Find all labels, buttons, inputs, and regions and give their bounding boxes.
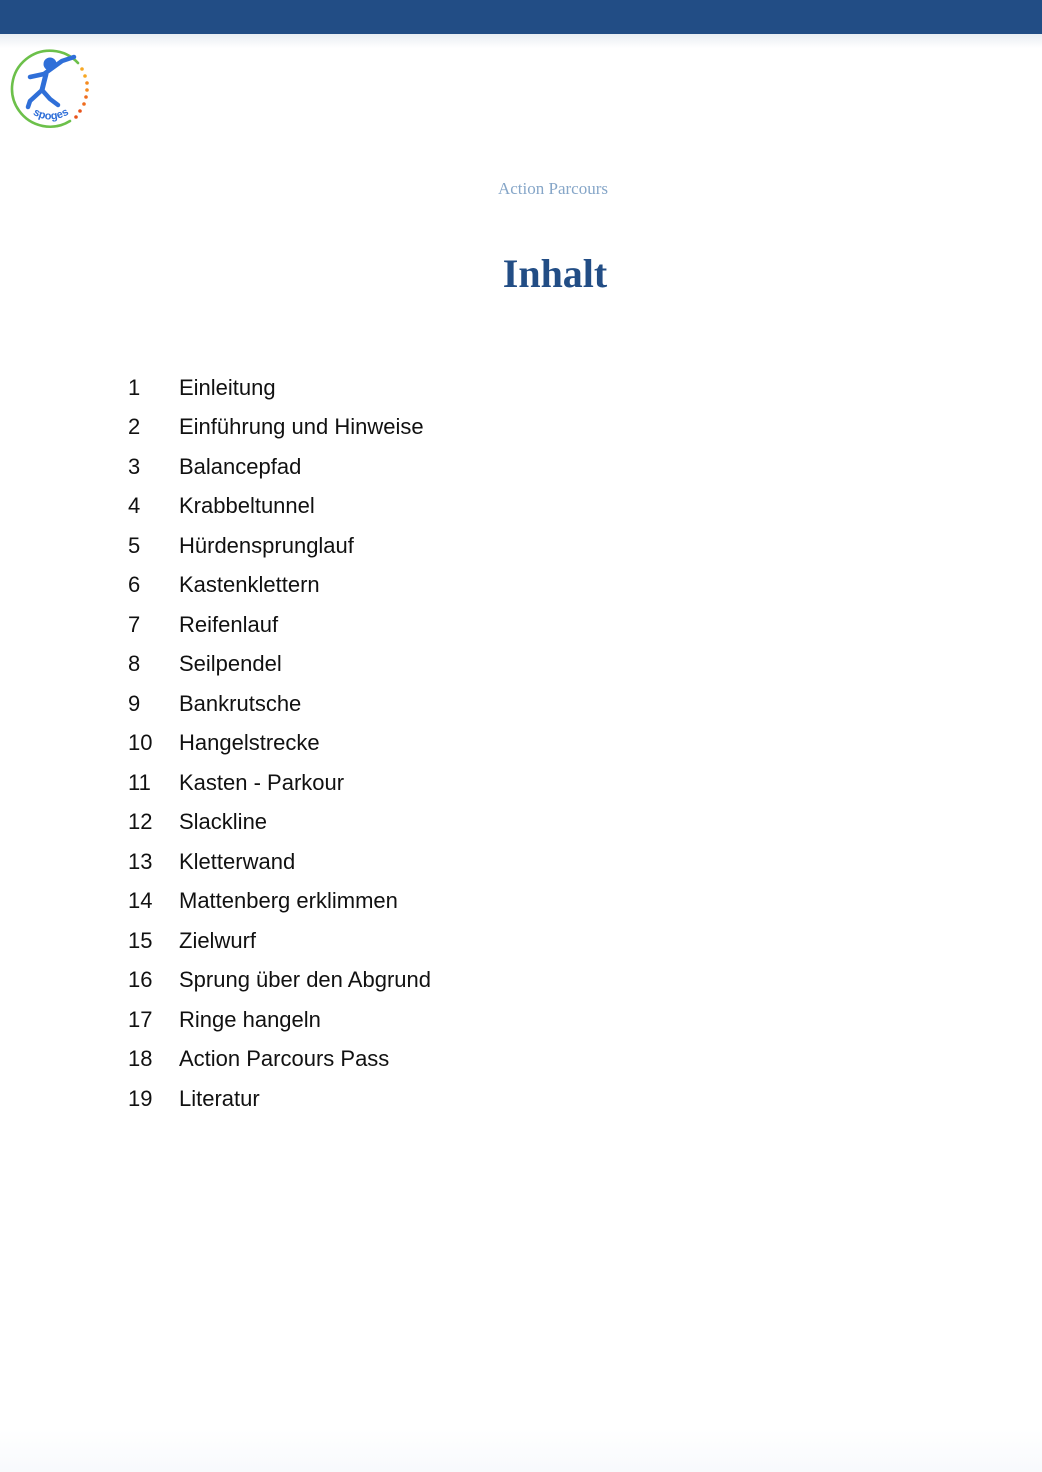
toc-entry-title: Reifenlauf [179,611,279,637]
toc-entry-title: Action Parcours Pass [179,1046,390,1072]
page-title: Inhalt [502,251,608,296]
top-bar [0,0,1042,34]
toc-entry-number: 16 [128,967,153,993]
toc-entry[interactable] [128,487,728,527]
toc-entry[interactable] [128,447,728,487]
toc-entry-number: 13 [128,848,153,874]
toc-entry-title: Einleitung [179,374,276,400]
toc-entry[interactable] [128,921,728,961]
toc-entry-title: Literatur [179,1085,260,1111]
toc-entry[interactable] [128,1040,728,1080]
toc-entry[interactable] [128,803,728,843]
toc-entry-number: 4 [128,493,141,519]
toc-entry-title: Kastenklettern [179,572,320,598]
toc-entry-number: 6 [128,572,141,598]
toc-entry[interactable] [128,1000,728,1040]
header-label: Action Parcours [497,179,608,198]
toc-entry-number: 8 [128,651,141,677]
logo-text: spoges [31,106,71,123]
toc-entry-number: 14 [128,888,153,914]
toc-entry-title: Ringe hangeln [179,1006,321,1032]
toc-entry-number: 18 [128,1046,153,1072]
toc-entry[interactable] [128,1079,728,1119]
toc-entry-title: Krabbeltunnel [179,493,315,519]
toc-entry-number: 7 [128,611,141,637]
toc-entry-number: 9 [128,690,141,716]
toc-entry[interactable] [128,842,728,882]
toc-entry-number: 3 [128,453,141,479]
toc-entry[interactable] [128,882,728,922]
toc-entry-title: Kasten - Parkour [179,769,345,795]
toc-entry-number: 12 [128,809,153,835]
toc-entry[interactable] [128,724,728,764]
toc-entry-title: Zielwurf [179,927,257,953]
toc-entry-number: 19 [128,1085,153,1111]
toc-entry[interactable] [128,763,728,803]
toc-entry[interactable] [128,605,728,645]
toc-entry-number: 1 [128,374,141,400]
toc-entry[interactable] [128,961,728,1001]
toc-entry-number: 5 [128,532,141,558]
toc-entry[interactable] [128,368,728,408]
toc-entry-title: Kletterwand [179,848,296,874]
toc-entry-number: 11 [128,769,151,795]
toc-entry-number: 17 [128,1006,153,1032]
spoges-logo-icon [8,47,94,131]
toc-entry-number: 2 [128,414,141,440]
toc-entry-title: Sprung über den Abgrund [179,967,431,993]
table-of-contents [128,368,728,1119]
toc-entry-title: Balancepfad [179,453,302,479]
toc-entry[interactable] [128,645,728,685]
svg-text:spoges [31,106,70,123]
page-bottom-edge [0,1430,1042,1472]
top-bar-shadow [0,34,1042,48]
toc-entry[interactable] [128,408,728,448]
toc-entry-number: 15 [128,927,153,953]
toc-entry-number: 10 [128,730,153,756]
toc-entry-title: Slackline [179,809,268,835]
toc-entry[interactable] [128,526,728,566]
toc-entry-title: Mattenberg erklimmen [179,888,398,914]
toc-entry[interactable] [128,684,728,724]
toc-entry-title: Hangelstrecke [179,730,320,756]
toc-entry-title: Seilpendel [179,651,282,677]
toc-entry-title: Hürdensprunglauf [179,532,354,558]
toc-entry-title: Einführung und Hinweise [179,414,424,440]
toc-entry[interactable] [128,566,728,606]
toc-entry-title: Bankrutsche [179,690,302,716]
